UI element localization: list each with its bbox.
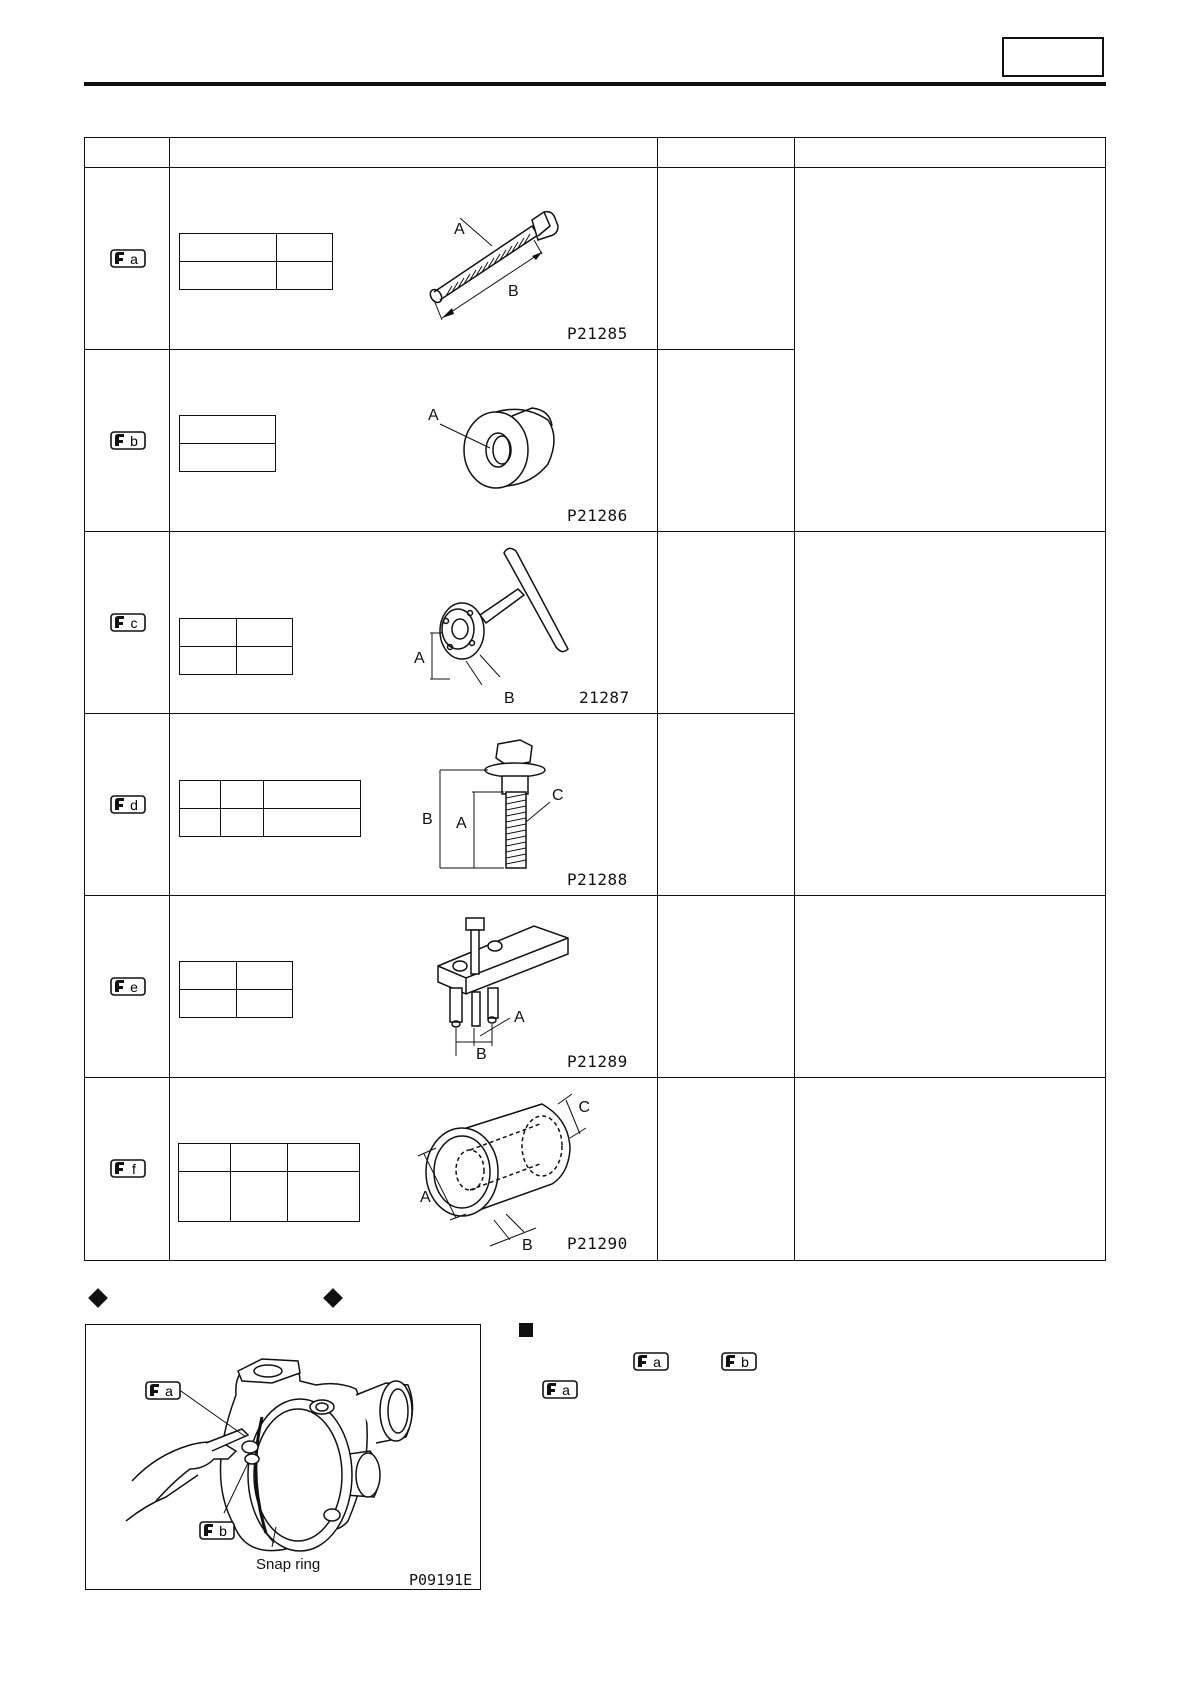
svg-text:a: a [653,1354,661,1370]
housing-illustration [86,1325,480,1589]
svg-text:b: b [219,1523,227,1539]
dimension-table [179,415,276,472]
svg-text:a: a [562,1382,570,1398]
dimension-table [179,618,293,675]
header-row-divider [85,167,1105,168]
tool-b-symbol-icon [721,1352,757,1371]
svg-text:a: a [130,251,138,267]
row-divider [85,349,794,350]
svg-text:B: B [504,690,515,707]
square-bullet-icon [519,1323,533,1337]
svg-text:e: e [130,979,138,995]
row-divider [85,531,1105,532]
figure-code: P09191E [409,1571,473,1589]
svg-text:C: C [552,787,564,804]
tool-a-symbol-icon [542,1380,578,1399]
dimension-table [178,1143,360,1222]
tool-f-symbol-icon [110,1159,146,1178]
illustration-frame [85,1324,481,1590]
figure-code: 21287 [579,688,630,707]
tool-b-symbol-icon [110,431,146,450]
section-diamond-icon [88,1288,108,1308]
svg-text:A: A [456,815,467,832]
tool-a-symbol-icon [633,1352,669,1371]
tool-b-symbol-icon [199,1521,235,1540]
svg-text:a: a [165,1383,173,1399]
row-divider [85,713,794,714]
page-number-box [1002,37,1104,77]
tool-e-symbol-icon [110,977,146,996]
svg-text:B: B [508,283,519,300]
svg-text:A: A [420,1189,431,1206]
tool-c-puller-figure [410,543,590,708]
svg-text:c: c [130,615,138,631]
svg-text:A: A [428,407,439,424]
column-divider [657,138,658,1260]
figure-code: P21286 [567,506,628,525]
svg-text:B: B [422,811,433,828]
svg-text:B: B [522,1237,533,1250]
tool-f-sleeve-figure [410,1090,590,1250]
tool-c-symbol-icon [110,613,146,632]
section-diamond-icon [323,1288,343,1308]
svg-text:A: A [454,221,465,238]
tool-e-puller-figure [430,906,580,1061]
svg-text:b: b [130,433,138,449]
row-divider [85,1077,1105,1078]
tool-a-symbol-icon [110,249,146,268]
dimension-table [179,961,293,1018]
svg-text:B: B [476,1046,487,1061]
column-divider [794,138,795,1260]
figure-code: P21290 [567,1234,628,1253]
svg-text:b: b [741,1354,749,1370]
dimension-table [179,233,333,290]
tool-a-symbol-icon [145,1381,181,1400]
svg-text:d: d [130,797,138,813]
dimension-table [179,780,361,837]
tool-d-symbol-icon [110,795,146,814]
svg-text:A: A [514,1009,525,1026]
figure-code: P21289 [567,1052,628,1071]
svg-text:f: f [132,1161,136,1177]
tool-a-bolt-figure [420,200,580,325]
row-divider [85,895,1105,896]
figure-code: P21288 [567,870,628,889]
tool-d-bolt-figure [420,736,590,871]
svg-text:A: A [414,650,425,667]
figure-code: P21285 [567,324,628,343]
snap-ring-label: Snap ring [256,1556,321,1573]
header-rule [84,82,1106,86]
svg-text:C: C [578,1099,590,1116]
tool-b-ring-figure [420,398,580,498]
column-divider [169,138,170,1260]
